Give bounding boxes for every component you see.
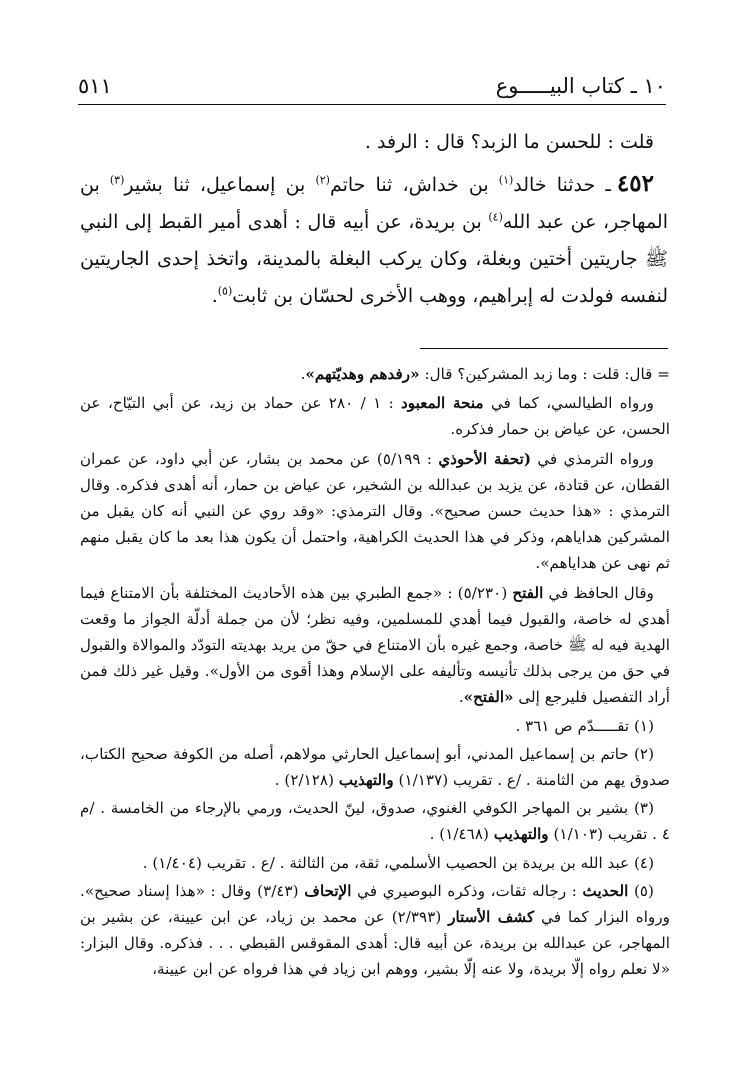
hadith-paragraph <box>80 165 668 315</box>
hadith-text-1: ـ حدثنا خالد <box>513 174 611 196</box>
fn2-text-2: (٢/١٢٨) . <box>274 771 339 790</box>
fn2-text-1: (٢) حاتم بن إسماعيل المدني، أبو إسماعيل الحارثي مولاهم، أصله من الكوفة صحيح الكتاب، صدوق يهم من الثامنة . /ع . تقريب (١/١٣٧) <box>80 744 670 790</box>
hadith-number: ٤٥٢ <box>616 170 654 197</box>
cont-quote: «رفدهم وهديّتهم» <box>305 365 420 383</box>
cont-end: . <box>300 365 306 383</box>
tayalisi-text-2: : ١ / ٢٨٠ عن حماد بن زيد، عن أبي التيّاح، عن الحسن، عن عياض بن حمار فذكره. <box>80 394 670 439</box>
footnote-4: (٤) عبد الله بن بريدة بن الحصيب الأسلمي، ثقة، من الثالثة . /ع . تقريب (١/٤٠٤) . <box>142 853 654 872</box>
footnote-separator <box>420 348 668 349</box>
note-tirmidhi <box>80 446 670 577</box>
footnote-3 <box>80 795 670 847</box>
question-line: قلت : للحسن ما الزبد؟ قال : الرفد . <box>364 131 654 153</box>
tayalisi-text-1: ورواه الطيالسي، كما في <box>483 394 654 413</box>
fn3-text-2: (١/٤٦٨) . <box>429 825 494 844</box>
footnote-continuation <box>80 361 670 387</box>
fn3-text-1: (٣) بشير بن المهاجر الكوفي الغنوي، صدوق، لينّ الحديث، ورمي بالإرجاء من الخامسة . /م ٤ . تقريب (١/١٠٣) <box>80 799 670 844</box>
footnotes <box>80 361 670 983</box>
chapter-title: ١٠ ـ كتاب البيـــــوع <box>495 74 666 98</box>
tirmidhi-text-2: : ٥/١٩٩) عن محمد بن بشار، عن أبي داود، عن عمران القطان، عن قتادة، عن يزيد بن عبدالله بن الشخير، عن عياض بن حمار، أنه أهدى فذكره. وقال الترمذي : «هذا حديث حسن صحيح». وقال الترمذي: «وقد روي عن النبي أنه كان يقبل من المشركين هداياهم، وذكر في هذا الحديث الكراهية، واحتمل أن يكون هذا بعد ما كان يقبل منهم ثم نهى عن هداياهم». <box>80 449 670 573</box>
footnote-5 <box>80 878 670 983</box>
note-tayalisi <box>80 390 670 442</box>
footnote-ref-2[interactable]: (٢) <box>315 173 330 187</box>
footnote-ref-4[interactable]: (٤) <box>488 210 503 224</box>
fn5-source-2: كشف الأستار <box>448 908 535 927</box>
footnote-1: (١) تقـــــدّم ص ٣٦١ . <box>515 716 654 735</box>
fn2-source: والتهذيب <box>338 771 394 790</box>
fn3-source: والتهذيب <box>493 825 549 844</box>
fn5-label: الحديث <box>582 881 629 900</box>
hafiz-source-2: «الفتح» <box>463 688 514 707</box>
tirmidhi-source: (تحفة الأحوذي <box>438 449 532 468</box>
fn5-text-4: (٢/٣٩٣) عن محمد بن زياد، عن ابن عيينة، عن بشير بن المهاجر، عن عبدالله بن بريدة، عن أبيه قال: أهدى المقوقس القبطي . . . فذكره. وقال البزار: «لا نعلم رواه إلّا بريدة، ولا عنه إلّا بشير، ووهم ابن زياد في هذا فرواه عن ابن عيينة، <box>80 908 670 979</box>
footnote-ref-1[interactable]: (١) <box>498 173 514 187</box>
tayalisi-source: منحة المعبود <box>401 394 484 413</box>
hadith-text-end: . <box>211 285 218 307</box>
hafiz-text-3: . <box>458 688 464 707</box>
hadith-text-4: بن المهاجر، عن عبد الله <box>80 174 668 233</box>
hadith-text-3: بن إسماعيل، ثنا بشير <box>124 174 316 196</box>
footnote-2 <box>80 741 670 793</box>
footnote-ref-5[interactable]: (٥) <box>217 284 233 298</box>
note-hafiz <box>80 580 670 711</box>
fn5-text-2: : رجاله ثقات، وذكره البوصيري في <box>351 881 583 900</box>
hafiz-text-2: (٥/٢٣٠) : «جمع الطبري بين هذه الأحاديث المختلفة بأن الامتناع فيما أهدي له خاصة، والقبول فيما أهدي للمسلمين، وفيه نظر؛ لأن من جملة أدلّة الجواز ما وقعت الهدية فيه له ﷺ خاصة، وجمع غيره بأن الامتناع في حقّ من يريد بهديته التودّد والموالاة والقبول في حق من يرجى بذلك تأنيسه وتأليفه على الإسلام وهذا أقوى من الأول». وقيل غير ذلك فمن أراد التفصيل فليرجع إلى <box>80 583 670 707</box>
fn5-text-3: (٣/٤٣) وقال : «هذا إسناد صحيح». ورواه البزار كما في <box>80 881 670 927</box>
hadith-text-5: بن بريدة، عن أبيه قال : أهدى أمير القبط إلى النبي ﷺ جاريتين أختين وبغلة، وكان يركب البغلة بالمدينة، واتخذ إحدى الجاريتين لنفسه فولدت له إبراهيم، ووهب الأخرى لحسّان بن ثابت <box>80 211 668 307</box>
footnote-ref-3[interactable]: (٣) <box>109 173 125 187</box>
fn5-text-1: (٥) <box>628 881 654 900</box>
tirmidhi-text-1: ورواه الترمذي في <box>531 449 655 468</box>
cont-text: = قال: قلت : وما زبد المشركين؟ قال: <box>419 365 670 383</box>
page-number: ٥١١ <box>78 74 112 98</box>
page-header <box>78 68 666 105</box>
hafiz-text-1: وقال الحافظ في <box>543 583 654 602</box>
hadith-text-2: بن خداش، ثنا حاتم <box>329 174 499 196</box>
fn5-source-1: الإتحاف <box>304 881 352 900</box>
hafiz-source: الفتح <box>512 583 544 602</box>
main-text <box>80 124 668 315</box>
